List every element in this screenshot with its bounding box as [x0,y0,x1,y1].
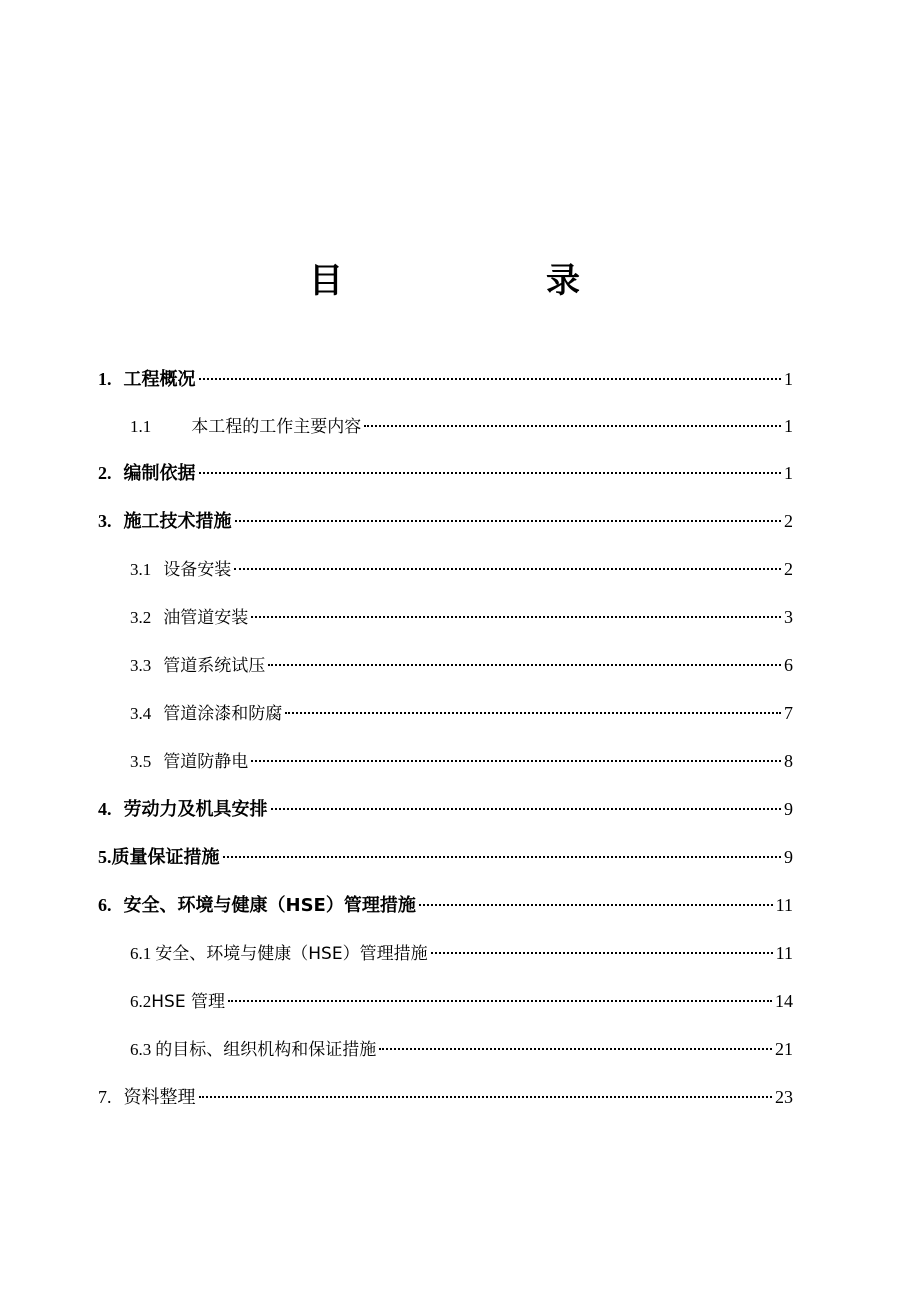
toc-entry-page: 21 [775,1039,793,1059]
toc-title [0,258,920,308]
toc-entry-label: 本工程的工作主要内容 [191,417,362,437]
toc-entry-page: 1 [784,369,793,389]
toc-entry-number: 4. [98,799,112,819]
toc-entry-number: 3.3 [130,656,152,675]
toc-entry-page: 23 [775,1087,793,1107]
toc-entry-number: 7. [98,1087,112,1107]
toc-entry-label: 油管道安装 [163,608,249,628]
toc-entry-label: 质量保证措施 [111,847,220,868]
toc-entry-3-3[interactable] [0,648,920,682]
toc-entry-3-4[interactable] [0,696,920,730]
toc-entry-page: 8 [784,751,793,771]
dot-leader [234,568,781,570]
dot-leader [228,1000,772,1002]
toc-entry-number: 3.4 [130,704,152,723]
toc-entry-label: 工程概况 [123,369,196,390]
dot-leader [271,808,782,810]
toc-entry-1[interactable] [0,362,920,396]
toc-entry-3[interactable] [0,504,920,538]
toc-entry-label: 管道涂漆和防腐 [163,704,283,724]
toc-entry-number: 3. [98,511,112,531]
toc-entry-number: 5. [98,847,112,867]
toc-entry-6-1[interactable] [0,936,920,970]
toc-entry-5[interactable] [0,840,920,874]
toc-entry-3-2[interactable] [0,600,920,634]
toc-entry-number: 6.2 [130,992,152,1011]
toc-entry-label: 施工技术措施 [123,511,232,532]
toc-entry-page: 9 [784,847,793,867]
toc-entry-7[interactable] [0,1080,920,1114]
toc-entry-label: 劳动力及机具安排 [123,799,268,820]
toc-entry-page: 1 [784,463,793,483]
toc-entry-page: 11 [775,943,793,963]
toc-entry-number: 6.3 [130,1040,152,1059]
toc-entry-2[interactable] [0,456,920,490]
toc-entry-label: 的目标、组织机构和保证措施 [155,1040,377,1060]
toc-entry-number: 6. [98,895,112,915]
toc-entry-number: 3.2 [130,608,152,627]
dot-leader [379,1048,772,1050]
title-char-1: 目 [309,261,343,301]
toc-entry-label: 管道防静电 [163,752,249,772]
toc-entry-3-5[interactable] [0,744,920,778]
toc-entry-number: 1.1 [130,417,152,436]
dot-leader [268,664,781,666]
toc-entry-page: 7 [784,703,793,723]
toc-entry-page: 6 [784,655,793,675]
title-char-2: 录 [546,261,580,301]
toc-entry-6-2[interactable] [0,984,920,1018]
toc-entry-page: 3 [784,607,793,627]
toc-entry-number: 1. [98,369,112,389]
toc-entry-label: 设备安装 [163,560,232,580]
toc-entry-number: 3.5 [130,752,152,771]
dot-leader [431,952,773,954]
toc-entry-page: 2 [784,511,793,531]
dot-leader [251,616,781,618]
toc-entry-page: 11 [775,895,793,915]
toc-entry-page: 2 [784,559,793,579]
toc-entry-6-3[interactable] [0,1032,920,1066]
dot-leader [199,378,782,380]
toc-entry-page: 1 [784,416,793,436]
toc-entry-label: HSE 管理 [151,992,225,1012]
dot-leader [199,1096,773,1098]
dot-leader [251,760,781,762]
toc-entry-page: 14 [775,991,793,1011]
dot-leader [199,472,782,474]
toc-entry-6[interactable] [0,888,920,922]
toc-entry-number: 3.1 [130,560,152,579]
toc-entry-label: 安全、环境与健康（HSE）管理措施 [123,895,416,916]
dot-leader [223,856,782,858]
toc-entry-1-1[interactable] [0,409,920,443]
toc-entry-label: 管道系统试压 [163,656,266,676]
toc-entry-page: 9 [784,799,793,819]
toc-entry-number: 6.1 [130,944,152,963]
toc-entry-label: 资料整理 [123,1087,196,1108]
dot-leader [285,712,781,714]
dot-leader [364,425,781,427]
toc-entry-4[interactable] [0,792,920,826]
toc-entry-3-1[interactable] [0,552,920,586]
toc-entry-label: 编制依据 [123,463,196,484]
toc-entry-number: 2. [98,463,112,483]
toc-entry-label: 安全、环境与健康（HSE）管理措施 [155,944,428,964]
dot-leader [235,520,782,522]
dot-leader [419,904,773,906]
